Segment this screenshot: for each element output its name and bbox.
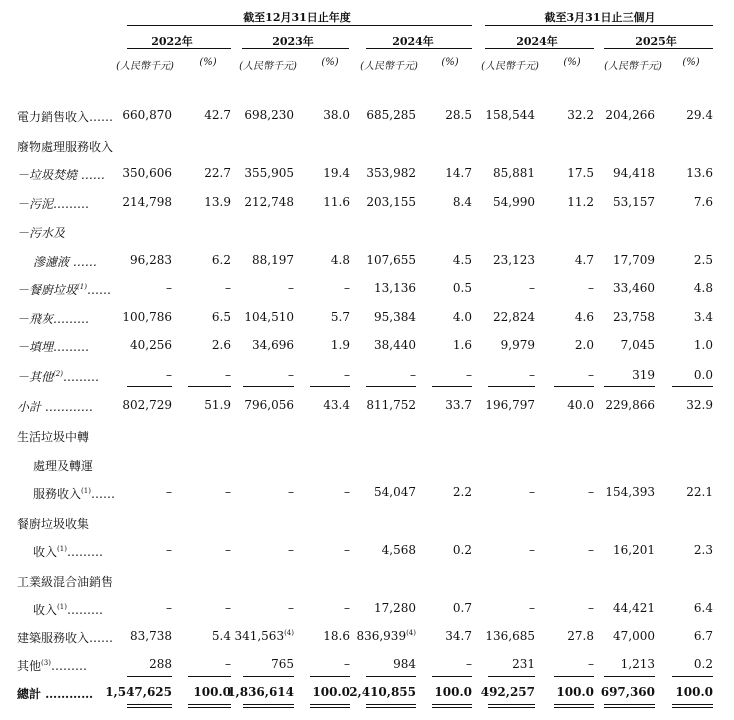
percent-cell: – [466,657,472,671]
column-rule [554,707,594,708]
amount-cell: 38,440 [374,338,416,352]
amount-cell: 1,836,614 [227,685,294,699]
year-header-2023: 2023年 [272,35,314,48]
table-row [0,253,734,271]
column-rule [432,704,472,705]
column-rule [366,707,416,708]
table-row [0,485,734,503]
amount-cell: – [288,601,294,615]
column-rule [310,386,350,387]
column-rule [366,386,416,387]
table-row [0,543,734,561]
table-row [0,457,734,475]
unit-amount: (人民幣千元) [239,61,297,72]
percent-cell: 6.7 [693,629,713,643]
percent-cell: 5.7 [330,310,350,324]
amount-cell: 1,547,625 [105,685,172,699]
row-label: 服務收入$^{(1)}$…… [33,487,115,501]
column-rule [243,676,294,677]
column-rule [672,704,713,705]
column-rule [604,386,655,387]
percent-cell: – [225,485,231,499]
column-rule [243,707,294,708]
amount-cell: 100,786 [122,310,172,324]
table-row [0,515,734,533]
amount-cell: – [166,368,172,382]
amount-cell: – [529,281,535,295]
year-header-2025-q1: 2025年 [635,35,677,48]
column-rule [488,676,535,677]
column-rule [366,704,416,705]
column-rule [310,707,350,708]
percent-cell: 5.4 [211,629,231,643]
percent-cell: 2.5 [693,253,713,267]
amount-cell: 107,655 [366,253,416,267]
percent-cell: 27.8 [567,629,594,643]
column-rule [188,386,231,387]
percent-cell: – [344,368,350,382]
row-label: 小計 ………… [17,400,93,414]
group-header-quarter: 截至3月31日止三個月 [544,11,656,24]
unit-pct: (%) [441,57,459,68]
row-label: 工業級混合油銷售 [17,575,114,589]
amount-cell: 698,230 [244,108,294,122]
amount-cell: – [529,485,535,499]
group-rule-annual [127,25,472,26]
column-rule [488,386,535,387]
column-rule [432,386,472,387]
amount-cell: 697,360 [600,685,655,699]
table-row [0,685,734,703]
column-rule [188,707,231,708]
percent-cell: 4.5 [452,253,472,267]
percent-cell: 1.6 [452,338,472,352]
amount-cell: 811,752 [366,398,416,412]
table-row [0,281,734,299]
column-rule [672,676,713,677]
percent-cell: 0.0 [693,368,713,382]
amount-cell: 355,905 [244,166,294,180]
percent-cell: 7.6 [693,195,713,209]
table-row [0,398,734,416]
percent-cell: 32.9 [686,398,713,412]
percent-cell: 0.5 [452,281,472,295]
column-rule [554,386,594,387]
amount-cell: – [529,543,535,557]
year-header-2024: 2024年 [392,35,434,48]
unit-amount: (人民幣千元) [116,61,174,72]
amount-cell: – [166,485,172,499]
percent-cell: – [344,281,350,295]
amount-cell: 203,155 [366,195,416,209]
table-row [0,166,734,184]
percent-cell: 6.5 [211,310,231,324]
amount-cell: – [288,485,294,499]
percent-cell: 32.2 [567,108,594,122]
row-label: 電力銷售收入…… [17,110,114,124]
row-label: －垃圾焚燒 …… [17,168,105,182]
amount-cell: 23,123 [493,253,535,267]
column-rule [127,704,172,705]
percent-cell: 3.4 [693,310,713,324]
amount-cell: – [529,601,535,615]
amount-cell: – [410,368,416,382]
amount-cell: 96,283 [130,253,172,267]
year-header-2024-q1: 2024年 [516,35,558,48]
amount-cell: 802,729 [122,398,172,412]
percent-cell: 38.0 [323,108,350,122]
amount-cell: – [288,543,294,557]
percent-cell: – [466,368,472,382]
table-row [0,138,734,156]
percent-cell: 100.0 [312,685,350,699]
percent-cell: – [225,368,231,382]
column-rule [604,704,655,705]
column-rule [672,386,713,387]
table-row [0,195,734,213]
percent-cell: 0.2 [693,657,713,671]
unit-amount: (人民幣千元) [360,61,418,72]
amount-cell: 685,285 [366,108,416,122]
percent-cell: 43.4 [323,398,350,412]
percent-cell: 34.7 [445,629,472,643]
percent-cell: 18.6 [323,629,350,643]
percent-cell: 100.0 [193,685,231,699]
amount-cell: 796,056 [244,398,294,412]
amount-cell: 94,418 [613,166,655,180]
amount-cell: 54,990 [493,195,535,209]
column-rule [310,676,350,677]
amount-cell: 1,213 [620,657,655,671]
percent-cell: 100.0 [434,685,472,699]
percent-cell: 100.0 [556,685,594,699]
percent-cell: 51.9 [204,398,231,412]
column-rule [243,386,294,387]
amount-cell: 54,047 [374,485,416,499]
percent-cell: 4.6 [574,310,594,324]
percent-cell: – [225,281,231,295]
column-rule [554,704,594,705]
unit-amount: (人民幣千元) [604,61,662,72]
amount-cell: 154,393 [605,485,655,499]
column-rule [127,386,172,387]
percent-cell: – [225,601,231,615]
year-rule [242,48,349,49]
percent-cell: 4.8 [693,281,713,295]
amount-cell: 319 [632,368,655,382]
percent-cell: 13.6 [686,166,713,180]
amount-cell: 13,136 [374,281,416,295]
column-rule [554,676,594,677]
amount-cell: – [166,281,172,295]
amount-cell: 17,280 [374,601,416,615]
percent-cell: 1.0 [693,338,713,352]
table-row [0,108,734,126]
amount-cell: 4,568 [381,543,416,557]
year-rule [604,48,713,49]
amount-cell: 104,510 [244,310,294,324]
row-label: 收入$^{(1)}$……… [33,545,103,559]
percent-cell: 17.5 [567,166,594,180]
table-row [0,428,734,446]
percent-cell: 29.4 [686,108,713,122]
amount-cell: 83,738 [130,629,172,643]
amount-cell: 44,421 [613,601,655,615]
row-label: 廢物處理服務收入 [17,140,114,154]
percent-cell: 2.0 [574,338,594,352]
row-label: 總計 ………… [17,687,94,701]
percent-cell: – [344,543,350,557]
percent-cell: – [588,657,594,671]
percent-cell: 11.2 [567,195,594,209]
percent-cell: – [344,485,350,499]
row-label: －污泥……… [17,197,90,211]
percent-cell: 40.0 [567,398,594,412]
column-rule [604,707,655,708]
amount-cell: 33,460 [613,281,655,295]
amount-cell: 288 [149,657,172,671]
amount-cell: 88,197 [252,253,294,267]
row-label: 滲濾液 …… [33,255,97,269]
table-row [0,338,734,356]
percent-cell: – [588,543,594,557]
percent-cell: 22.1 [686,485,713,499]
amount-cell: – [166,543,172,557]
amount-cell: 23,758 [613,310,655,324]
percent-cell: 2.2 [452,485,472,499]
column-rule [243,704,294,705]
percent-cell: 22.7 [204,166,231,180]
table-row [0,629,734,647]
amount-cell: 2,410,855 [349,685,416,699]
amount-cell: 158,544 [485,108,535,122]
column-rule [366,676,416,677]
year-rule [366,48,472,49]
row-label: 收入$^{(1)}$……… [33,603,103,617]
amount-cell: 47,000 [613,629,655,643]
column-rule [432,707,472,708]
row-label: 生活垃圾中轉 [17,430,90,444]
amount-cell: 231 [512,657,535,671]
amount-cell: 204,266 [605,108,655,122]
percent-cell: 0.7 [452,601,472,615]
row-label: 建築服務收入…… [17,631,114,645]
percent-cell: 14.7 [445,166,472,180]
percent-cell: 11.6 [323,195,350,209]
group-rule-quarter [485,25,713,26]
amount-cell: 836,939$^{(4)}$ [356,629,416,643]
column-rule [488,704,535,705]
row-label: －餐廚垃圾$^{(1)}$…… [17,283,111,297]
amount-cell: 9,979 [500,338,535,352]
percent-cell: – [588,601,594,615]
table-row [0,224,734,242]
percent-cell: 8.4 [452,195,472,209]
group-header-annual: 截至12月31日止年度 [243,11,351,24]
row-label: －填埋……… [17,340,90,354]
row-label: －飛灰……… [17,312,90,326]
amount-cell: – [288,281,294,295]
column-rule [127,707,172,708]
year-header-2022: 2022年 [151,35,193,48]
row-label: －污水及 [17,226,66,240]
amount-cell: 214,798 [122,195,172,209]
percent-cell: – [344,657,350,671]
percent-cell: 2.3 [693,543,713,557]
amount-cell: 17,709 [613,253,655,267]
percent-cell: 0.2 [452,543,472,557]
year-rule [485,48,594,49]
table-row [0,573,734,591]
percent-cell: – [588,368,594,382]
percent-cell: – [225,657,231,671]
percent-cell: 6.2 [211,253,231,267]
amount-cell: 660,870 [122,108,172,122]
percent-cell: 4.0 [452,310,472,324]
amount-cell: 85,881 [493,166,535,180]
year-rule [127,48,231,49]
percent-cell: 4.7 [574,253,594,267]
percent-cell: 42.7 [204,108,231,122]
percent-cell: – [225,543,231,557]
row-label: 其他$^{(3)}$……… [17,659,87,673]
percent-cell: – [588,485,594,499]
column-rule [604,676,655,677]
amount-cell: 350,606 [122,166,172,180]
table-row [0,657,734,675]
column-rule [672,707,713,708]
unit-pct: (%) [563,57,581,68]
unit-pct: (%) [682,57,700,68]
amount-cell: 229,866 [605,398,655,412]
table-row [0,601,734,619]
table-row [0,310,734,328]
amount-cell: 353,982 [366,166,416,180]
percent-cell: – [344,601,350,615]
amount-cell: – [166,601,172,615]
unit-pct: (%) [199,57,217,68]
amount-cell: 196,797 [485,398,535,412]
amount-cell: 492,257 [480,685,535,699]
column-rule [432,676,472,677]
row-label: 餐廚垃圾收集 [17,517,90,531]
amount-cell: 341,563$^{(4)}$ [234,629,294,643]
amount-cell: 95,384 [374,310,416,324]
percent-cell: 33.7 [445,398,472,412]
table-row [0,368,734,386]
column-rule [188,704,231,705]
amount-cell: 40,256 [130,338,172,352]
amount-cell: 212,748 [244,195,294,209]
amount-cell: – [288,368,294,382]
amount-cell: 22,824 [493,310,535,324]
column-rule [188,676,231,677]
percent-cell: 28.5 [445,108,472,122]
amount-cell: 16,201 [613,543,655,557]
percent-cell: 1.9 [330,338,350,352]
percent-cell: 4.8 [330,253,350,267]
percent-cell: 13.9 [204,195,231,209]
percent-cell: – [588,281,594,295]
column-rule [310,704,350,705]
column-rule [488,707,535,708]
amount-cell: 34,696 [252,338,294,352]
amount-cell: – [529,368,535,382]
percent-cell: 2.6 [211,338,231,352]
unit-amount: (人民幣千元) [481,61,539,72]
amount-cell: 136,685 [485,629,535,643]
amount-cell: 765 [271,657,294,671]
amount-cell: 53,157 [613,195,655,209]
amount-cell: 984 [393,657,416,671]
percent-cell: 100.0 [675,685,713,699]
percent-cell: 19.4 [323,166,350,180]
percent-cell: 6.4 [693,601,713,615]
unit-pct: (%) [321,57,339,68]
row-label: －其他$^{(2)}$……… [17,370,99,384]
amount-cell: 7,045 [620,338,655,352]
row-label: 處理及轉運 [33,459,94,473]
column-rule [127,676,172,677]
